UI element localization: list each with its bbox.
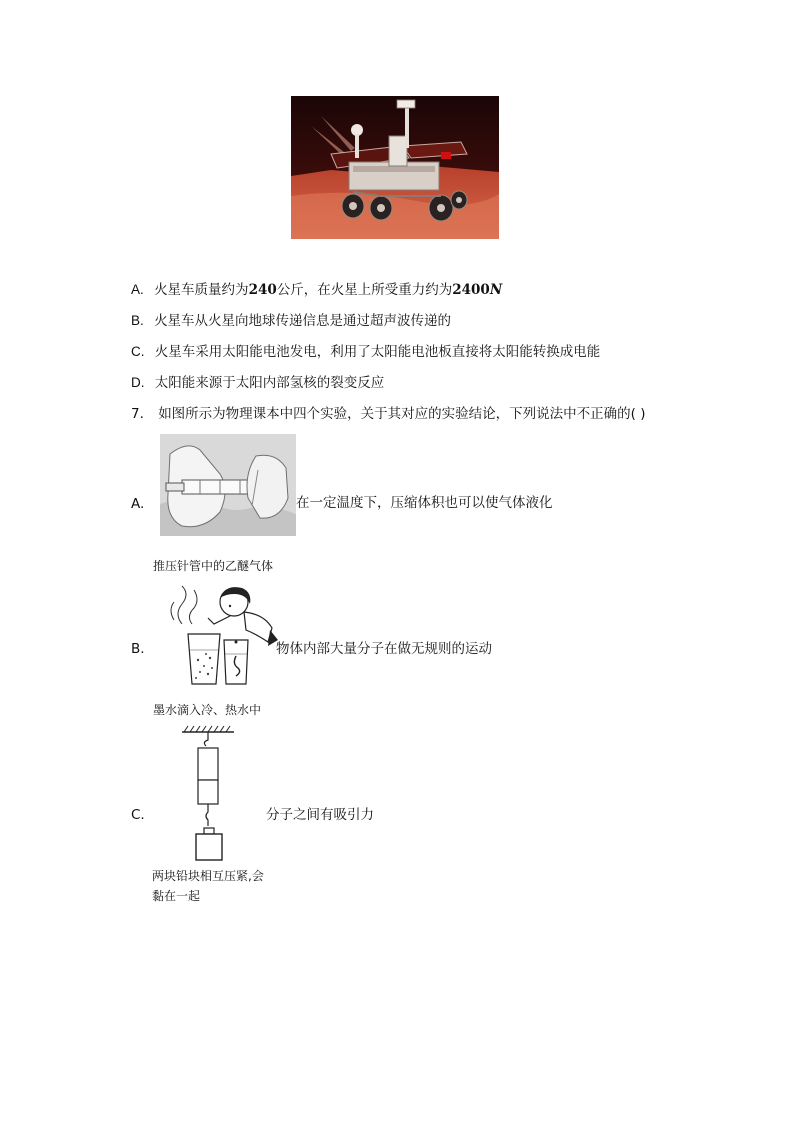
option-a	[131, 281, 502, 299]
gravity-value: 2400	[452, 282, 490, 298]
option-d	[131, 374, 384, 392]
option-letter: C.	[131, 344, 145, 359]
option-text: 太阳能来源于太阳内部氢核的裂变反应	[154, 375, 385, 391]
lead-blocks-image	[178, 724, 238, 864]
q7-option-c-caption-line2: 黏在一起	[152, 889, 201, 903]
option-b	[131, 312, 451, 330]
question-number: 7.	[131, 406, 144, 422]
q7-option-c-statement: 分子之间有吸引力	[266, 807, 374, 823]
q7-option-a-caption: 推压针管中的乙醚气体	[153, 559, 274, 573]
syringe-hand-image	[160, 434, 296, 536]
question-7-stem	[131, 405, 646, 423]
q7-option-b-statement: 物体内部大量分子在做无规则的运动	[276, 641, 492, 657]
q7-option-c-letter: C.	[131, 807, 145, 823]
ink-drops-image	[160, 580, 278, 688]
question-text: 如图所示为物理课本中四个实验，关于其对应的实验结论，下列说法中不正确的( )	[158, 406, 646, 422]
q7-option-c-caption-line1: 两块铅块相互压紧,会	[152, 869, 264, 883]
option-letter: B.	[131, 313, 144, 328]
mars-rover-image	[291, 96, 499, 239]
mass-value: 240	[248, 282, 277, 298]
option-text: 火星车从火星向地球传递信息是通过超声波传递的	[154, 313, 452, 329]
option-letter: A.	[131, 282, 144, 297]
q7-option-a-statement: 在一定温度下，压缩体积也可以使气体液化	[296, 495, 553, 511]
option-c	[131, 343, 600, 361]
q7-option-b-caption: 墨水滴入冷、热水中	[153, 703, 262, 717]
gravity-unit: N	[489, 282, 503, 298]
option-text-part: 公斤，在火星上所受重力约为	[276, 282, 453, 298]
option-text: 火星车采用太阳能电池发电，利用了太阳能电池板直接将太阳能转换成电能	[154, 344, 601, 360]
q7-option-a-letter: A.	[131, 496, 145, 512]
q7-option-b-letter: B.	[131, 641, 145, 657]
option-letter: D.	[131, 375, 145, 390]
option-text-part: 火星车质量约为	[154, 282, 249, 298]
